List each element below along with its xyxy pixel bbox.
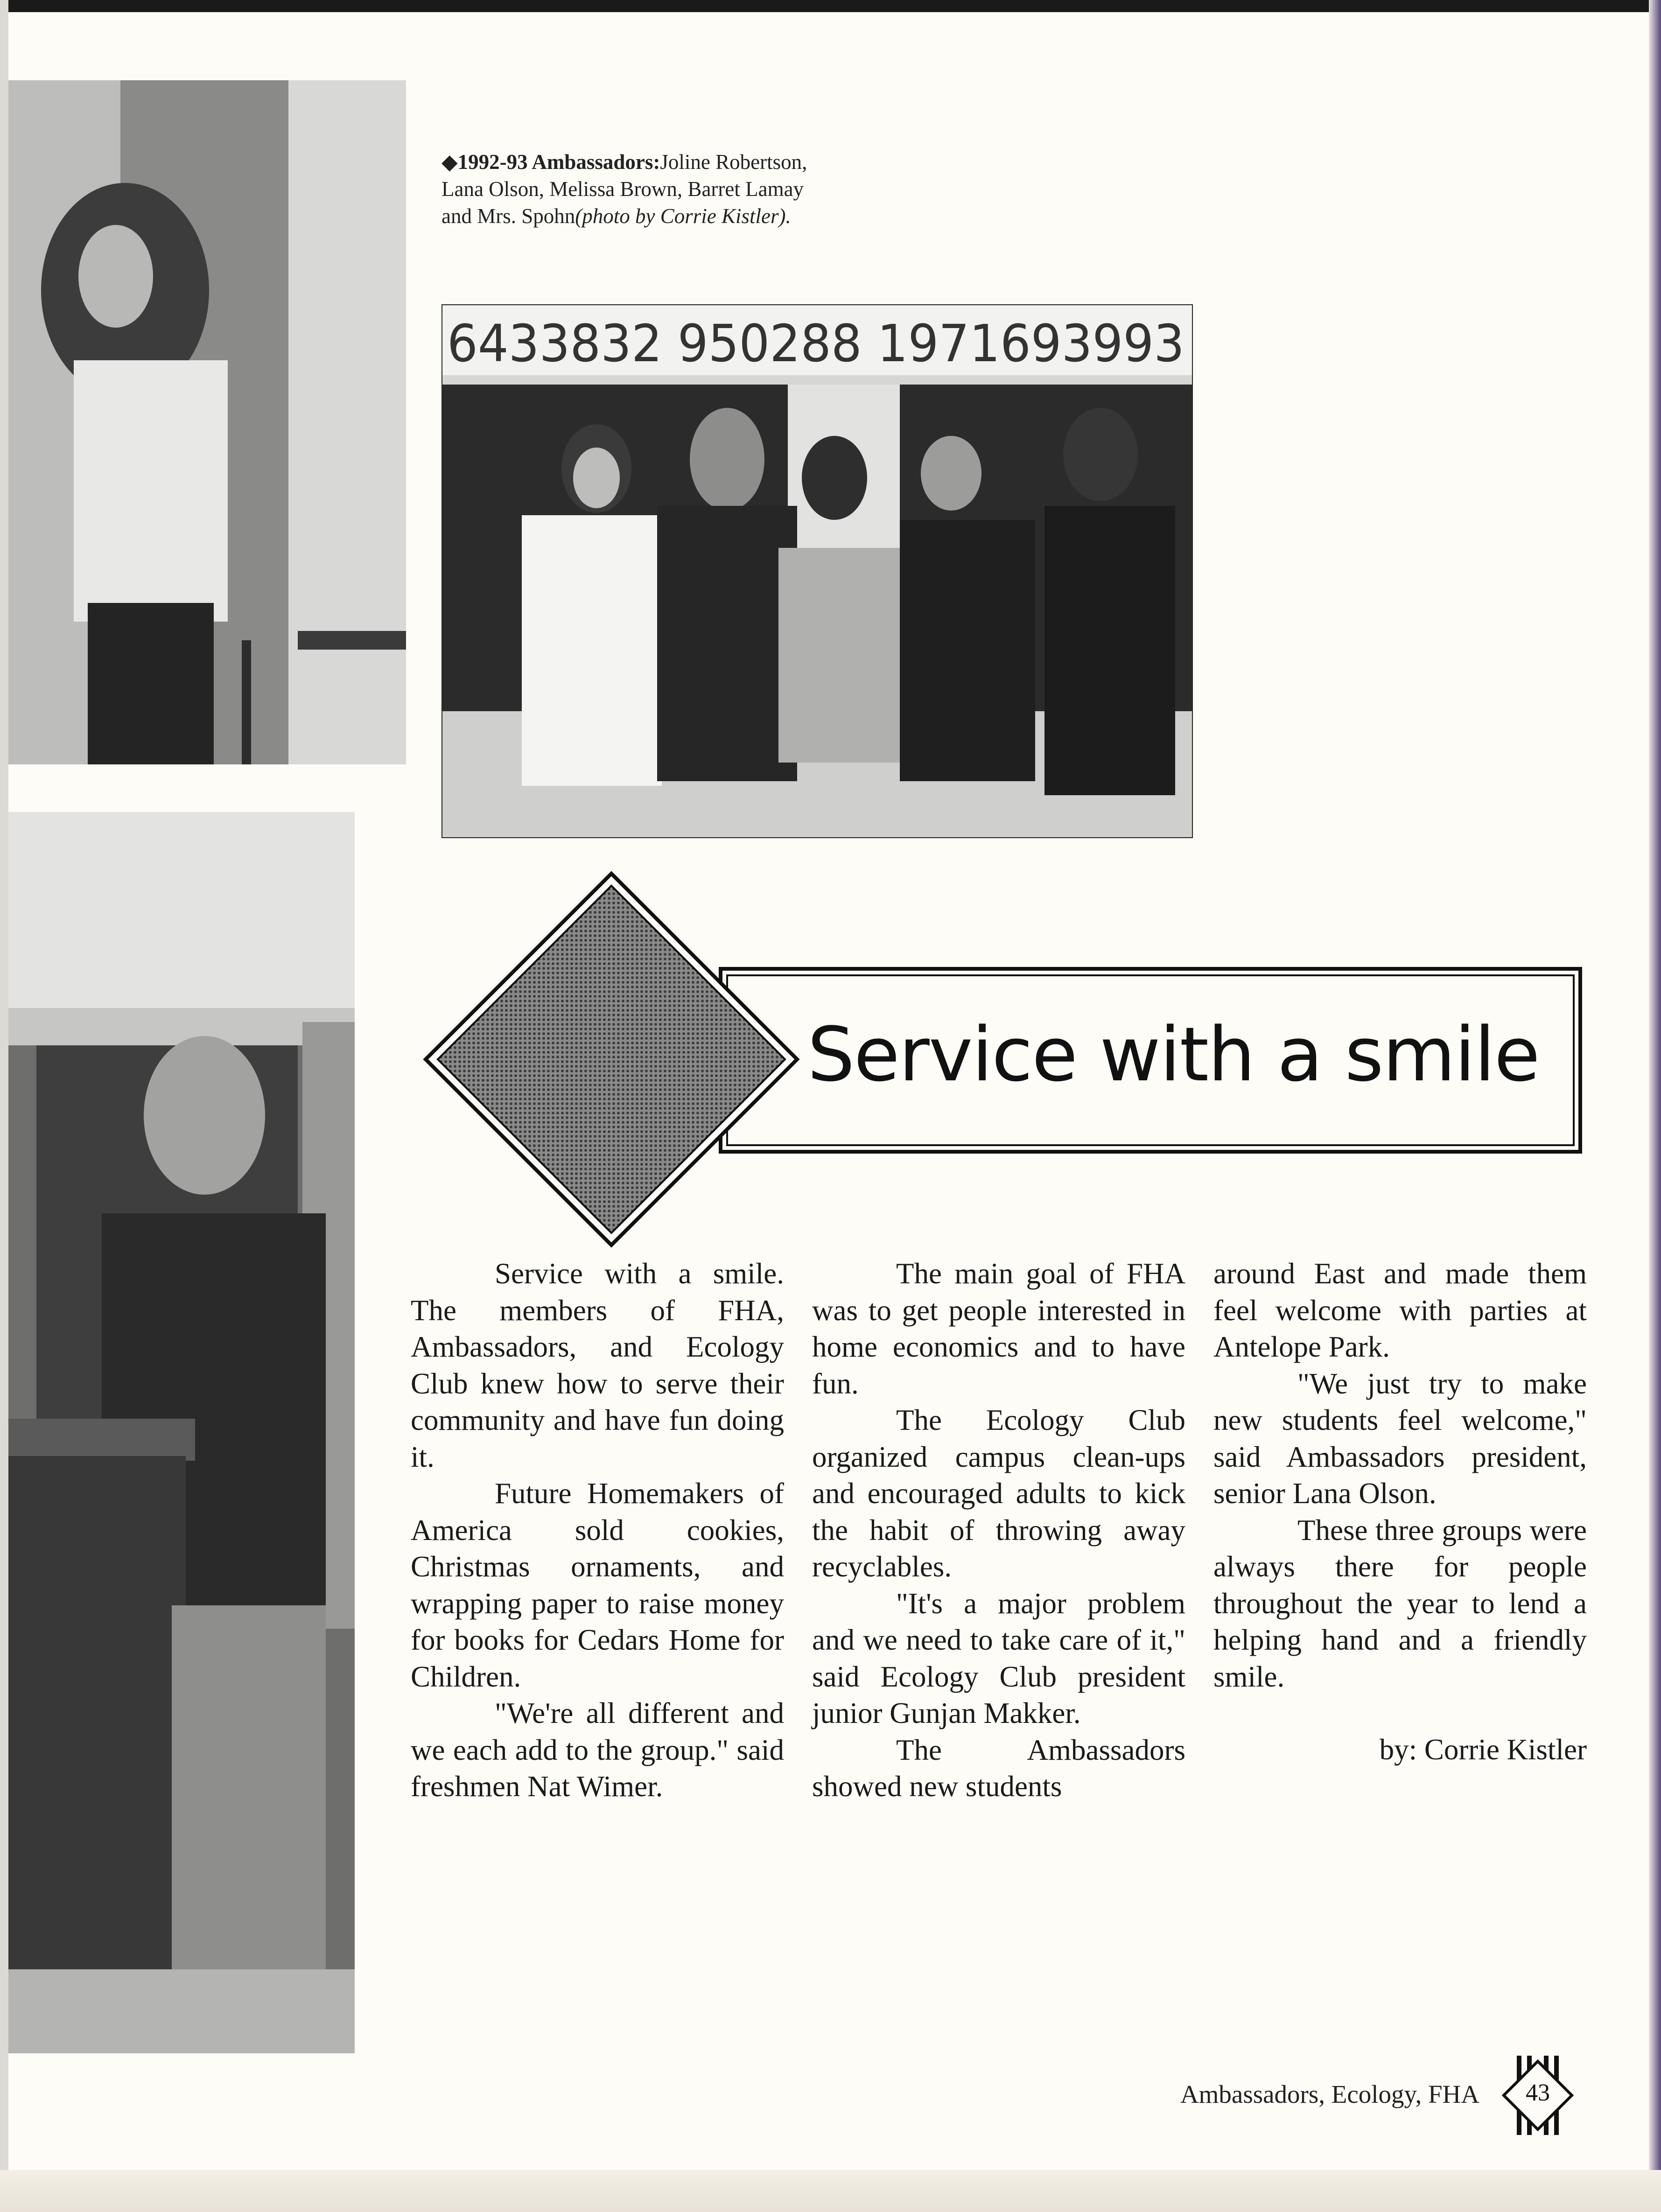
article-paragraph: "It's a major problem and we need to take care of it," said Ecology Club president junior Gunjan Makker.	[812, 1587, 1185, 1729]
article-paragraph: These three groups were always there for people throughout the year to lend a helping hand and a friendly smile.	[1213, 1513, 1587, 1693]
article-paragraph: Future Homemakers of America sold cookies, Christmas ornaments, and wrapping paper to raise money for books for Cedars Home for Children.	[411, 1477, 784, 1693]
bottom-edge	[0, 2170, 1661, 2212]
photo-left-bottom	[8, 812, 355, 2053]
photo-group-ambassadors	[442, 304, 1193, 838]
article-paragraph: The Ambassadors showed new students	[812, 1733, 1185, 1803]
page-number: 43	[1526, 2079, 1550, 2106]
article-paragraph: Service with a smile. The members of FHA, Ambassadors, and Ecology Club knew how to serve their community and have fun doing it.	[411, 1257, 784, 1473]
article-paragraph: "We're all different and we each add to the group." said freshmen Nat Wimer.	[411, 1697, 784, 1803]
headline-diamond	[420, 868, 803, 1251]
right-edge	[1649, 0, 1661, 2212]
caption-text: Joline Robertson, Lana Olson, Melissa Brown, Barret Lamay and Mrs. Spohn	[442, 150, 807, 228]
article-paragraph: "We just try to make new students feel welcome," said Ambassadors president, senior Lana Olson.	[1213, 1367, 1587, 1510]
article-paragraph: The main goal of FHA was to get people interested in home economics and to have fun.	[812, 1257, 1185, 1400]
top-edge	[0, 0, 1661, 12]
article-column-3	[1213, 1255, 1587, 1768]
article-paragraph: around East and made them feel welcome with parties at Antelope Park.	[1213, 1257, 1587, 1363]
footer-section-label: Ambassadors, Ecology, FHA	[1180, 2080, 1479, 2108]
article-paragraph: The Ecology Club organized campus clean-ups and encouraged adults to kick the habit of throwing away recyclables.	[812, 1404, 1185, 1583]
article-column-1	[411, 1255, 784, 1805]
caption-lead: ◆1992-93 Ambassadors:	[442, 150, 660, 174]
photo-left-top	[8, 80, 406, 764]
photo-banner-digits: 6433832 950288 1971693993	[447, 314, 1184, 373]
left-edge	[0, 0, 8, 2212]
byline: by: Corrie Kistler	[1379, 1733, 1587, 1766]
photo-caption	[442, 148, 824, 230]
headline: Service with a smile	[807, 1011, 1539, 1098]
caption-credit: (photo by Corrie Kistler).	[575, 204, 791, 228]
article-column-2	[812, 1255, 1185, 1805]
